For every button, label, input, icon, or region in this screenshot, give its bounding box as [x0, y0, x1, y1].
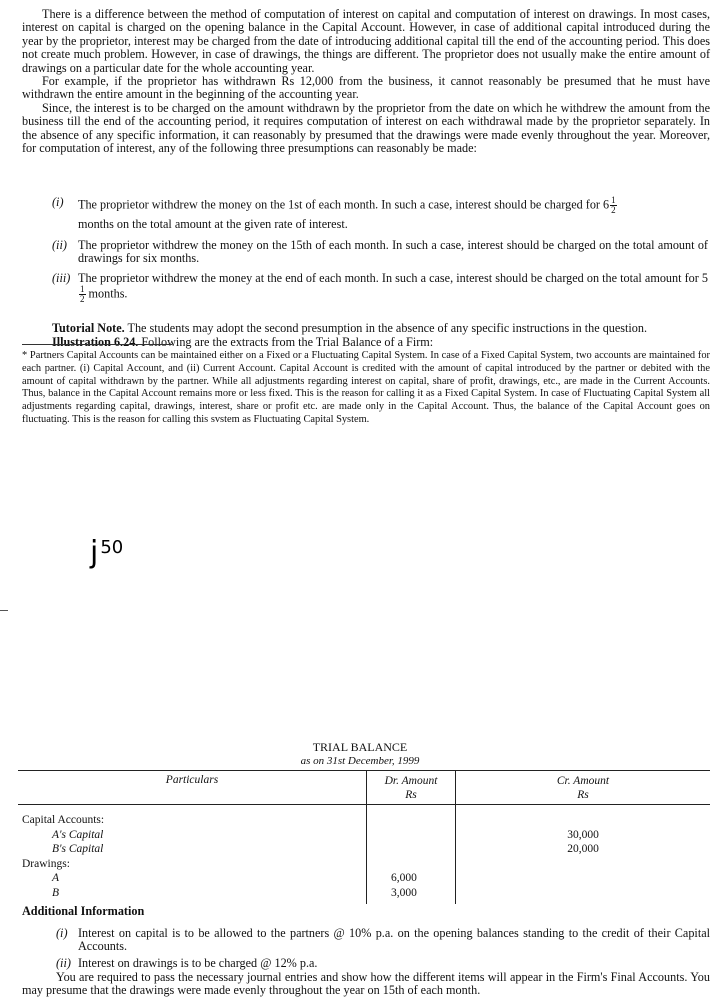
margin-mark	[0, 610, 8, 611]
table-header-row	[18, 771, 710, 805]
fraction: $\frac{1}{2}$	[611, 195, 616, 215]
fraction: $\frac{1}{2}$	[80, 284, 85, 305]
footnote-capital-systems: * Partners Capital Accounts can be maintained either on a Fixed or a Fluctuating Capital System. In case of a Fixed Capital System, two accounts are maintained for each partner. (i) Capital Account, and (ii) Current Account. Capital Account is credited with the amount of capital introduced by the partner or debited with the amount of capital withdrawn by the partner. While all adjustments regarding interest on capital, share of profit, drawings, etc., are made in the Current Accounts. Thus, balance in the Capital Account remains more or less fixed. This is the reason for calling it as a Fixed Capital System. In case of Fluctuating Capital System all adjustments regarding capital, drawings, interest, share or profit etc. are made only in the Capital Account. Thus, the balance of the Capital Account goes on fluctuating. This is the reason for calling this svstem as Fluctuating Capital System.	[22, 350, 710, 425]
column-header-cr: Cr. Amount Rs	[456, 771, 711, 805]
paragraph-example: For example, if the proprietor has withdrawn Rs 12,000 from the business, it cannot reasonably be presumed that he must have withdrawn the entire amount in the beginning of the accounting year.	[22, 74, 710, 102]
tutorial-note: Tutorial Note. The students may adopt the second presumption in the absence of any specific instructions in the question.	[52, 321, 648, 335]
paragraph-interest-difference: There is a difference between the method of computation of interest on capital and computation of interest on drawings. In most cases, interest on capital is charged on the opening balance in the Capital Account. However, in case of additional capital introduced during the year by the proprietor, interest may be charged from the date of introducing additional capital till the end of the accounting period. This does not create much problem. However, in case of drawings, the things are different. The proprietor does not usually make the entire amount of drawings on a particular date for the whole accounting year.	[22, 7, 710, 75]
table-row: A	[52, 872, 60, 884]
item-text: The proprietor withdrew the money on the 15th of each month. In such a case, interest should be charged on the total amount of drawings for six months.	[78, 238, 708, 266]
trial-balance-subtitle: as on 31st December, 1999	[300, 755, 420, 767]
item-number: (i)	[52, 195, 64, 209]
item-number: (ii)	[52, 238, 67, 252]
question-instruction: You are required to pass the necessary journal entries and show how the different items will appear in the Firm's Final Accounts. You may presume that the drawings were made evenly throughout the year on 15th of each month.	[22, 970, 710, 998]
table-row: B	[52, 886, 60, 899]
item-text: The proprietor withdrew the money at the end of each month. In such a case, interest should be charged on the total amount for 5 $\frac{1}{2}$ months.	[78, 271, 708, 305]
particulars-cell	[18, 805, 367, 905]
footnote-divider	[22, 344, 172, 345]
handwritten-mark: j $^{50}$	[90, 535, 124, 570]
trial-balance-table	[18, 770, 710, 904]
paragraph-presumptions-intro: Since, the interest is to be charged on the amount withdrawn by the proprietor from the date on which he withdrew the amount from the business till the end of the accounting period, it requires computation of interest on each withdrawal made by the proprietor separately. In the absence of any specific information, it can reasonably by presumed that the drawings were made evenly throughout the year. Moreover, for computation of interest, any of the following three presumptions can reasonably be made:	[22, 101, 710, 156]
illustration-heading: Illustration 6.24. Following are the extracts from the Trial Balance of a Firm:	[52, 335, 434, 349]
column-header-particulars: Particulars	[18, 771, 367, 805]
table-body	[18, 805, 710, 905]
additional-information-heading: Additional Information	[22, 904, 145, 918]
item-number: (iii)	[52, 271, 71, 285]
table-row: B's Capital	[52, 843, 104, 855]
item-text: The proprietor withdrew the money on the 1st of each month. In such a case, interest should be charged for 6 $\frac{1}{2}$ months on the total amount at the given rate of interest.	[78, 195, 616, 231]
trial-balance-title: TRIAL BALANCE	[312, 740, 408, 754]
table-row: Drawings:	[22, 857, 70, 870]
dr-amount-cell: 6,000 3,000	[367, 805, 456, 905]
table-row: A's Capital	[52, 828, 104, 841]
cr-amount-cell: 30,000 20,000	[567, 828, 599, 855]
document-page: There is a difference between the method of computation of interest on capital and computation of interest on drawings. In most cases, interest on capital is charged on the opening balance in the Capital Account. However, in case of additional capital introduced during the year by the proprietor, interest may be charged from the date of introducing additional capital till the end of the accounting period. This does not create much problem. However, in case of drawings, the things are different. The proprietor does not usually make the entire amount of drawings on a particular date for the whole accounting year. For example, if the proprietor has withdrawn Rs 12,000 from the business, it cannot reasonably be presumed that he must have withdrawn the entire amount in the beginning of the accounting year. Since, the interest is to be charged on the amount withdrawn by the proprietor from the date on which he withdrew the amount from the business till the end of the accounting period, it requires computation of interest on each withdrawal made by the proprietor separately. In the absence of any specific information, it can reasonably by presumed that the drawings were made evenly throughout the year. Moreover, for computation of interest, any of the following three presumptions can reasonably be made: (i) The proprietor withdrew the money on the 1st of each month. In such a case, interest should be charged for 6 $\frac{1}{2}$ months on the total amount at the given rate of interest. (ii) The proprietor withdrew the money on the 15th of each month. In such a case, interest should be charged on the total amount of drawings for six months. (iii) The proprietor withdrew the money at the end of each month. In such a case, interest should be charged on the total amount for 5 $\frac{1}{2}$ months. Tutorial Note. The students may adopt the second presumption in the absence of any specific instructions in the question. Illustration 6.24. Following are the extracts from the Trial Balance of a Firm: * Partners Capital Accounts can be maintained either on a Fixed or a Fluctuating Capital System. In case of a Fixed Capital System, two accounts are maintained for each partner. (i) Capital Account, and (ii) Current Account. Capital Account is credited with the amount of capital introduced by the partner or debited with the amount of capital withdrawn by the partner. While all adjustments regarding interest on capital, share of profit, drawings, etc., are made in the Current Accounts. Thus, balance in the Capital Account remains more or less fixed. This is the reason for calling it as a Fixed Capital System. In case of Fluctuating Capital System all adjustments regarding capital, drawings, interest, share or profit etc. are made only in the Capital Account. Thus, the balance of the Capital Account goes on fluctuating. This is the reason for calling this svstem as Fluctuating Capital System. j $^{50}$ TRIAL BALANCE as on 31st December, 1999 Particulars Dr. Amount Rs Cr. Amount Rs Capital Accounts: A's Capital B's Capital Drawings: A B 6,000 3,000 30,000 20,000 Additional Information (i) Interest on capital is to be allowed to the partners @ 10% p.a. on the opening balances standing to the credit of their Capital Accounts. (ii) Interest on drawings is to be charged @ 12% p.a. You are required to pass the necessary journal entries and show how the different items will appear in the Firm's Final Accounts. You may presume that the drawings were made evenly throughout the year on 15th of each month.	[0, 0, 720, 1004]
table-row: Capital Accounts:	[22, 814, 105, 826]
column-header-dr: Dr. Amount Rs	[367, 771, 456, 805]
